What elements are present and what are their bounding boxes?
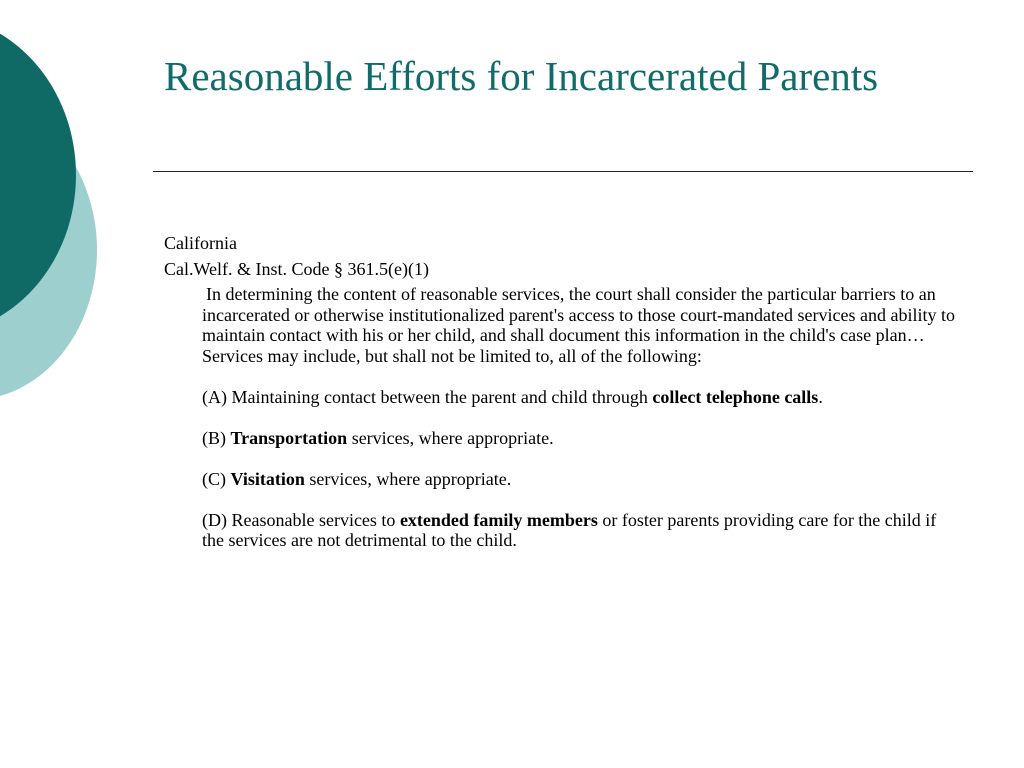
item-prefix: (A) Maintaining contact between the parent and child through [202, 386, 653, 407]
item-emphasis: Transportation [230, 427, 348, 448]
state-label: California [164, 233, 237, 253]
item-suffix: services, where appropriate. [347, 427, 554, 448]
title-divider [153, 171, 973, 172]
item-prefix: (D) Reasonable services to [202, 509, 400, 530]
slide-title: Reasonable Efforts for Incarcerated Parents [164, 53, 879, 99]
citation: Cal.Welf. & Inst. Code § 361.5(e)(1) [164, 258, 429, 279]
item-emphasis: Visitation [230, 468, 305, 489]
service-item-b [202, 428, 962, 449]
statute-text [202, 284, 962, 551]
slide-body [164, 233, 970, 551]
item-suffix: . [818, 386, 823, 407]
service-item-a [202, 387, 962, 408]
item-suffix: services, where appropriate. [304, 468, 512, 489]
item-emphasis: extended family members [399, 509, 598, 530]
service-item-c [202, 469, 962, 490]
service-item-d [202, 510, 962, 551]
item-emphasis: collect telephone calls [652, 386, 819, 407]
item-suffix: or foster parents providing care for the child if the services are not detrimental to the child. [202, 509, 937, 550]
item-prefix: (B) [202, 427, 231, 448]
statute-intro: In determining the content of reasonable services, the court shall consider the particular barriers to an incarcerated or otherwise institutionalized parent's access to those court-mandated services and ability to maintain contact with his or her child, and shall document this information in the child's case plan… Services may include, but shall not be limited to, all of the following: [202, 284, 955, 366]
item-prefix: (C) [202, 468, 231, 489]
